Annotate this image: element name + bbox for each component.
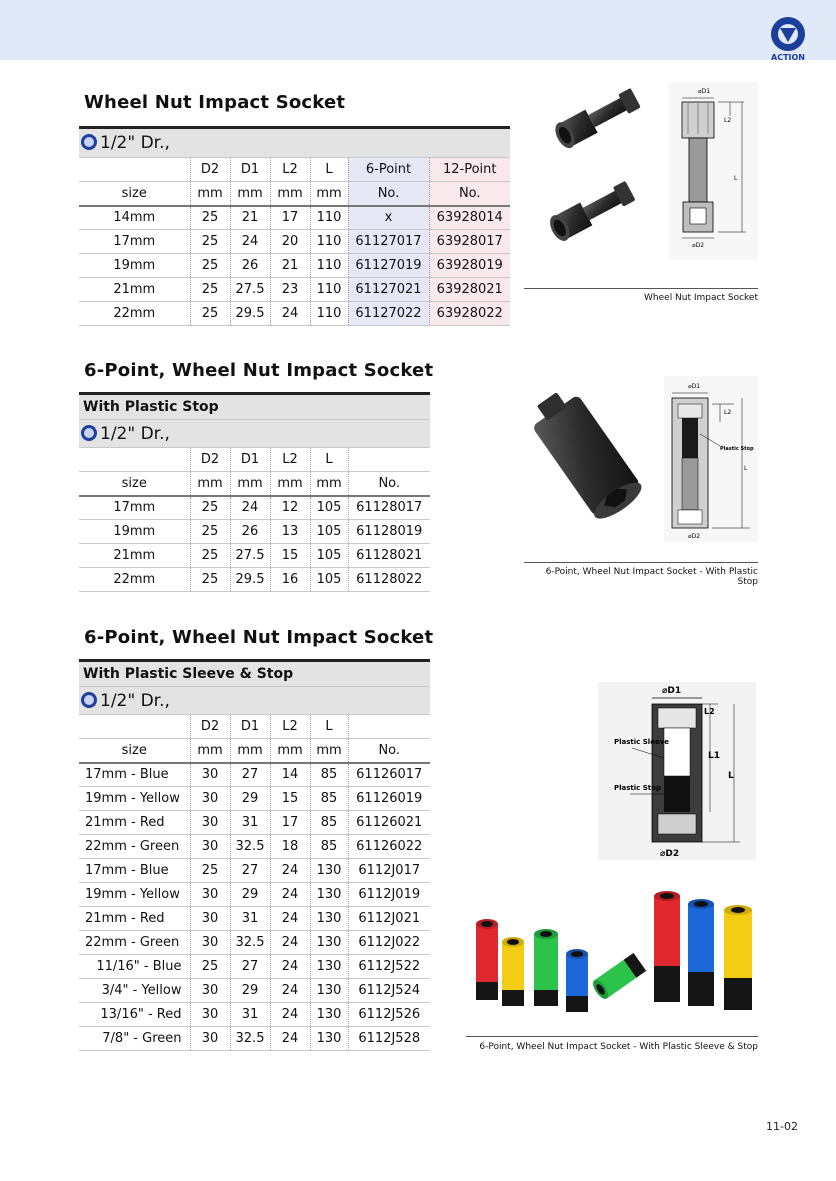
value-cell: 130 (310, 979, 348, 1003)
diagram-label: L2 (704, 707, 715, 716)
value-cell: 25 (190, 520, 230, 544)
header-cell: L (310, 448, 348, 472)
table-row (79, 496, 430, 520)
header-cell (348, 448, 430, 472)
header-cell: D1 (230, 158, 270, 182)
size-cell: 22mm - Green (79, 835, 190, 859)
value-cell: 31 (230, 907, 270, 931)
size-cell: 17mm - Blue (79, 763, 190, 787)
logo-text: ACTION (771, 53, 805, 62)
header-cell (79, 448, 190, 472)
section-3-table (79, 659, 430, 1051)
value-cell: 25 (190, 496, 230, 520)
value-cell: 30 (190, 811, 230, 835)
value-cell: 63928019 (429, 254, 510, 278)
value-cell: 130 (310, 931, 348, 955)
units-cell: mm (270, 739, 310, 763)
value-cell: 24 (230, 230, 270, 254)
header-cell (348, 715, 430, 739)
value-cell: 130 (310, 1027, 348, 1051)
table-row (79, 931, 430, 955)
size-cell: 11/16" - Blue (79, 955, 190, 979)
drive-size-label: 1/2" Dr., (100, 690, 170, 711)
section-1-rows (79, 206, 510, 326)
value-cell: 32.5 (230, 835, 270, 859)
value-cell: 24 (270, 1003, 310, 1027)
value-cell: 31 (230, 811, 270, 835)
value-cell: 61126022 (348, 835, 430, 859)
table-row (79, 520, 430, 544)
table-header-row (79, 448, 430, 472)
value-cell: 105 (310, 544, 348, 568)
value-cell: 30 (190, 979, 230, 1003)
size-cell: 13/16" - Red (79, 1003, 190, 1027)
value-cell: 25 (190, 206, 230, 230)
value-cell: 24 (270, 931, 310, 955)
value-cell: 61126017 (348, 763, 430, 787)
diagram-label: Plastic Stop (614, 784, 661, 792)
table-row (79, 230, 510, 254)
section-3-title: 6-Point, Wheel Nut Impact Socket (84, 627, 434, 648)
size-cell: 17mm - Blue (79, 859, 190, 883)
value-cell: 24 (270, 302, 310, 326)
value-cell: 6112J021 (348, 907, 430, 931)
diagram-label: Plastic Stop (720, 446, 754, 452)
units-cell: mm (270, 472, 310, 496)
drive-size-bar (79, 687, 430, 715)
colored-sleeve-sockets-photo (466, 882, 758, 1032)
value-cell: 6112J019 (348, 883, 430, 907)
table-row (79, 206, 510, 230)
table-row (79, 568, 430, 592)
value-cell: 61127017 (348, 230, 429, 254)
wheel-nut-socket-diagram (668, 82, 758, 260)
value-cell: 24 (230, 496, 270, 520)
value-cell: 110 (310, 302, 348, 326)
diagram-label: ⌀D1 (688, 383, 701, 390)
value-cell: 25 (190, 278, 230, 302)
header-cell: D2 (190, 158, 230, 182)
value-cell: 18 (270, 835, 310, 859)
value-cell: 20 (270, 230, 310, 254)
value-cell: 29.5 (230, 568, 270, 592)
value-cell: 63928021 (429, 278, 510, 302)
value-cell: 27.5 (230, 278, 270, 302)
value-cell: 6112J526 (348, 1003, 430, 1027)
value-cell: 25 (190, 568, 230, 592)
caption-rule (524, 288, 758, 289)
table-units-row (79, 472, 430, 496)
value-cell: 63928014 (429, 206, 510, 230)
value-cell: 16 (270, 568, 310, 592)
value-cell: 26 (230, 520, 270, 544)
header-cell: L2 (270, 158, 310, 182)
table-header-row (79, 158, 510, 182)
table-row (79, 1027, 430, 1051)
value-cell: 61128022 (348, 568, 430, 592)
value-cell: 32.5 (230, 931, 270, 955)
table-row (79, 278, 510, 302)
value-cell: 61126019 (348, 787, 430, 811)
units-cell: mm (310, 182, 348, 206)
value-cell: 130 (310, 1003, 348, 1027)
table-row (79, 254, 510, 278)
value-cell: 63928022 (429, 302, 510, 326)
value-cell: 15 (270, 787, 310, 811)
diagram-label: L2 (724, 117, 732, 124)
value-cell: 31 (230, 1003, 270, 1027)
units-cell: size (79, 472, 190, 496)
drive-circle-icon (81, 134, 97, 150)
value-cell: 30 (190, 907, 230, 931)
size-cell: 19mm (79, 254, 190, 278)
value-cell: 25 (190, 302, 230, 326)
value-cell: 29.5 (230, 302, 270, 326)
value-cell: 6112J522 (348, 955, 430, 979)
diagram-label: L (734, 175, 738, 182)
units-cell: mm (190, 739, 230, 763)
value-cell: 61128017 (348, 496, 430, 520)
drive-circle-icon (81, 425, 97, 441)
value-cell: 110 (310, 230, 348, 254)
value-cell: 61126021 (348, 811, 430, 835)
value-cell: 29 (230, 883, 270, 907)
value-cell: 30 (190, 763, 230, 787)
units-cell: No. (348, 472, 430, 496)
drive-size-label: 1/2" Dr., (100, 133, 170, 153)
value-cell: 24 (270, 907, 310, 931)
value-cell: 110 (310, 278, 348, 302)
units-cell: size (79, 739, 190, 763)
value-cell: 61128021 (348, 544, 430, 568)
header-cell: L2 (270, 448, 310, 472)
value-cell: 15 (270, 544, 310, 568)
subtitle-bar: With Plastic Stop (79, 394, 430, 420)
size-cell: 19mm (79, 520, 190, 544)
size-cell: 22mm (79, 302, 190, 326)
value-cell: 105 (310, 496, 348, 520)
section-1-title: Wheel Nut Impact Socket (84, 92, 346, 113)
value-cell: 17 (270, 206, 310, 230)
value-cell: 25 (190, 859, 230, 883)
value-cell: 27.5 (230, 544, 270, 568)
table-row (79, 787, 430, 811)
units-cell: mm (190, 472, 230, 496)
header-band (0, 0, 836, 60)
header-cell: D1 (230, 448, 270, 472)
section-1-table (79, 126, 510, 326)
diagram-label: ⌀D2 (692, 242, 705, 249)
header-cell: L (310, 158, 348, 182)
value-cell: 85 (310, 811, 348, 835)
value-cell: 27 (230, 763, 270, 787)
value-cell: 30 (190, 835, 230, 859)
value-cell: 130 (310, 907, 348, 931)
drive-size-label: 1/2" Dr., (100, 423, 170, 444)
table-row (79, 907, 430, 931)
plastic-stop-socket-photo (524, 380, 650, 530)
value-cell: 61127022 (348, 302, 429, 326)
size-cell: 19mm - Yellow (79, 787, 190, 811)
table-row (79, 1003, 430, 1027)
caption-rule (466, 1036, 758, 1037)
subtitle-bar: With Plastic Sleeve & Stop (79, 661, 430, 687)
value-cell: 130 (310, 883, 348, 907)
table-row (79, 883, 430, 907)
value-cell: 25 (190, 544, 230, 568)
value-cell: 61128019 (348, 520, 430, 544)
value-cell: 110 (310, 254, 348, 278)
value-cell: 25 (190, 230, 230, 254)
value-cell: 24 (270, 883, 310, 907)
value-cell: 26 (230, 254, 270, 278)
header-cell: 6-Point (348, 158, 429, 182)
value-cell: 24 (270, 979, 310, 1003)
size-cell: 19mm - Yellow (79, 883, 190, 907)
value-cell: 6112J022 (348, 931, 430, 955)
table-row (79, 302, 510, 326)
value-cell: x (348, 206, 429, 230)
size-cell: 3/4" - Yellow (79, 979, 190, 1003)
value-cell: 30 (190, 883, 230, 907)
units-cell: mm (190, 182, 230, 206)
size-cell: 17mm (79, 496, 190, 520)
table-units-row (79, 739, 430, 763)
value-cell: 6112J528 (348, 1027, 430, 1051)
table-units-row (79, 182, 510, 206)
table-row (79, 859, 430, 883)
units-cell: No. (348, 739, 430, 763)
value-cell: 6112J524 (348, 979, 430, 1003)
value-cell: 27 (230, 955, 270, 979)
units-cell: size (79, 182, 190, 206)
table-row (79, 979, 430, 1003)
section-2-title: 6-Point, Wheel Nut Impact Socket (84, 360, 434, 381)
header-cell: D2 (190, 715, 230, 739)
section-2-table (79, 392, 430, 592)
table-row (79, 763, 430, 787)
value-cell: 12 (270, 496, 310, 520)
drive-size-bar (79, 420, 430, 448)
size-cell: 22mm (79, 568, 190, 592)
value-cell: 110 (310, 206, 348, 230)
value-cell: 23 (270, 278, 310, 302)
units-cell: mm (230, 472, 270, 496)
diagram-label: L (728, 771, 734, 781)
table-header-row (79, 715, 430, 739)
size-cell: 21mm (79, 278, 190, 302)
value-cell: 29 (230, 787, 270, 811)
header-cell (79, 715, 190, 739)
value-cell: 30 (190, 787, 230, 811)
plastic-sleeve-socket-diagram (598, 682, 756, 860)
units-cell: No. (429, 182, 510, 206)
size-cell: 14mm (79, 206, 190, 230)
table-row (79, 544, 430, 568)
units-cell: mm (310, 472, 348, 496)
diagram-label: ⌀D2 (660, 849, 680, 859)
section-1-caption: Wheel Nut Impact Socket (644, 293, 758, 303)
table-row (79, 835, 430, 859)
value-cell: 61127021 (348, 278, 429, 302)
value-cell: 85 (310, 835, 348, 859)
value-cell: 13 (270, 520, 310, 544)
plastic-stop-socket-diagram (664, 376, 758, 542)
section-3-rows (79, 763, 430, 1051)
wheel-nut-socket-photo (524, 84, 644, 274)
size-cell: 21mm - Red (79, 907, 190, 931)
value-cell: 17 (270, 811, 310, 835)
size-cell: 22mm - Green (79, 931, 190, 955)
header-cell: L (310, 715, 348, 739)
value-cell: 32.5 (230, 1027, 270, 1051)
value-cell: 25 (190, 254, 230, 278)
diagram-label: L2 (724, 409, 732, 416)
value-cell: 105 (310, 520, 348, 544)
diagram-label: L (744, 465, 748, 472)
size-cell: 17mm (79, 230, 190, 254)
value-cell: 130 (310, 955, 348, 979)
size-cell: 7/8" - Green (79, 1027, 190, 1051)
size-cell: 21mm - Red (79, 811, 190, 835)
section-2-rows (79, 496, 430, 592)
units-cell: mm (230, 739, 270, 763)
page-number: 11-02 (766, 1120, 798, 1133)
diagram-label: L1 (708, 751, 720, 761)
value-cell: 30 (190, 1003, 230, 1027)
diagram-label: Plastic Sleeve (614, 738, 669, 746)
action-logo (766, 14, 810, 62)
value-cell: 61127019 (348, 254, 429, 278)
value-cell: 130 (310, 859, 348, 883)
header-cell: D2 (190, 448, 230, 472)
units-cell: mm (270, 182, 310, 206)
header-cell (79, 158, 190, 182)
value-cell: 85 (310, 763, 348, 787)
units-cell: mm (310, 739, 348, 763)
value-cell: 6112J017 (348, 859, 430, 883)
value-cell: 27 (230, 859, 270, 883)
drive-circle-icon (81, 692, 97, 708)
value-cell: 25 (190, 955, 230, 979)
value-cell: 14 (270, 763, 310, 787)
table-row (79, 955, 430, 979)
value-cell: 21 (270, 254, 310, 278)
value-cell: 21 (230, 206, 270, 230)
section-2-caption: 6-Point, Wheel Nut Impact Socket - With Plastic Stop (545, 567, 758, 587)
value-cell: 24 (270, 955, 310, 979)
caption-rule (524, 562, 758, 563)
value-cell: 30 (190, 1027, 230, 1051)
units-cell: mm (230, 182, 270, 206)
diagram-label: ⌀D1 (662, 686, 682, 696)
diagram-label: ⌀D1 (698, 88, 711, 95)
section-3-caption: 6-Point, Wheel Nut Impact Socket - With Plastic Sleeve & Stop (479, 1042, 758, 1052)
value-cell: 24 (270, 1027, 310, 1051)
header-cell: L2 (270, 715, 310, 739)
value-cell: 30 (190, 931, 230, 955)
header-cell: D1 (230, 715, 270, 739)
diagram-label: ⌀D2 (688, 533, 701, 540)
value-cell: 85 (310, 787, 348, 811)
units-cell: No. (348, 182, 429, 206)
value-cell: 29 (230, 979, 270, 1003)
value-cell: 63928017 (429, 230, 510, 254)
table-row (79, 811, 430, 835)
value-cell: 105 (310, 568, 348, 592)
drive-size-bar (79, 128, 510, 158)
size-cell: 21mm (79, 544, 190, 568)
value-cell: 24 (270, 859, 310, 883)
header-cell: 12-Point (429, 158, 510, 182)
